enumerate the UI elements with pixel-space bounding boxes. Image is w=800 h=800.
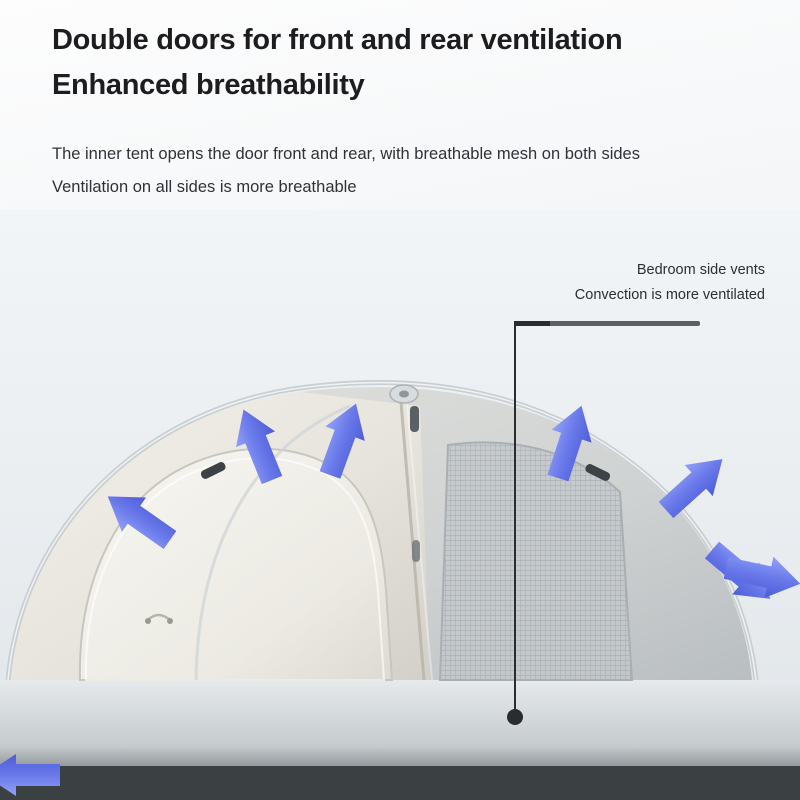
callout-underline: [548, 321, 700, 326]
callout-line-2: Convection is more ventilated: [574, 286, 765, 303]
callout-leader-line: [514, 323, 516, 715]
headline-line-2: Enhanced breathability: [52, 68, 365, 101]
callout-target-dot: [507, 709, 523, 725]
callout-line-1: Bedroom side vents: [636, 262, 765, 278]
subhead-line-2: Ventilation on all sides is more breathable: [52, 178, 357, 196]
callout-leader-elbow: [514, 321, 550, 326]
subhead-block: [52, 138, 772, 204]
subhead-line-1: The inner tent opens the door front and rear, with breathable mesh on both sides: [52, 145, 640, 163]
callout-text-block: [505, 258, 765, 308]
headline-line-1: Double doors for front and rear ventilation: [52, 24, 623, 56]
headline-block: [52, 18, 752, 108]
